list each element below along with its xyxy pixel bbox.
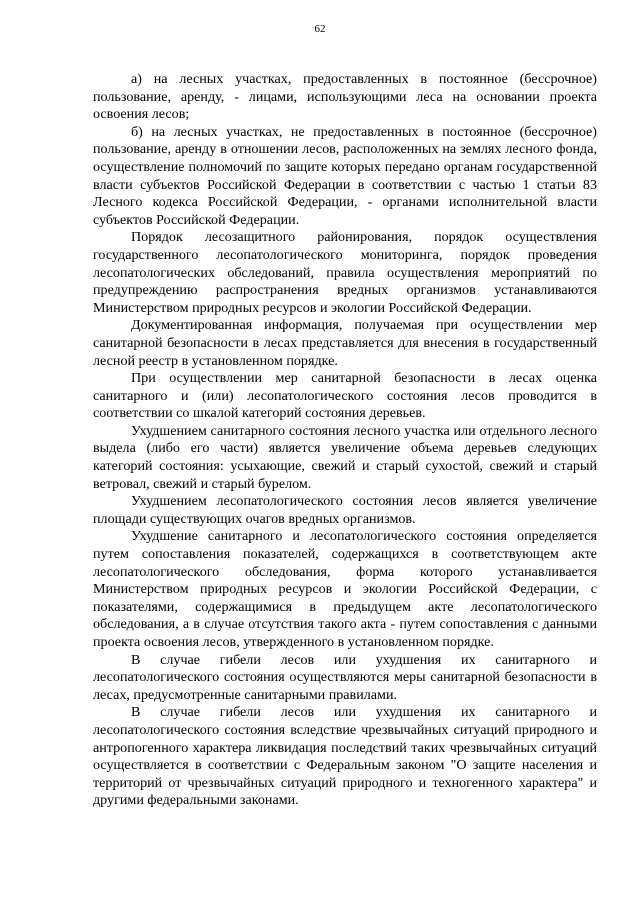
paragraph-emergency-situations: В случае гибели лесов или ухудшения их санитарного и лесопатологического состояния вследствие чрезвычайных ситуаций природного и антропогенного характера ликвидация последствий таких чрезвычайных ситуаций осуществляется в соответствии с Федеральным законом "О защите населения и территорий от чрезвычайных ситуаций природного и техногенного характера" и другими федеральными законами. — [93, 704, 597, 809]
paragraph-item-a: а) на лесных участках, предоставленных в постоянное (бессрочное) пользование, аренду, - лицами, использующими леса на основании проекта освоения лесов; — [93, 71, 597, 123]
paragraph-forest-death-measures: В случае гибели лесов или ухудшения их санитарного и лесопатологического состояния осуществляются меры санитарной безопасности в лесах, предусмотренные санитарными правилами. — [93, 651, 597, 703]
paragraph-documented-information: Документированная информация, получаемая при осуществлении мер санитарной безопасности в лесах представляется для внесения в государственный лесной реестр в установленном порядке. — [93, 317, 597, 369]
paragraph-pathology-deterioration: Ухудшением лесопатологического состояния лесов является увеличение площади существующих очагов вредных организмов. — [93, 493, 597, 527]
paragraph-sanitary-deterioration: Ухудшением санитарного состояния лесного участка или отдельного лесного выдела (либо его части) является увеличение объема деревьев следующих категорий состояния: усыхающие, свежий и старый сухостой, свежий и старый ветровал, свежий и старый бурелом. — [93, 422, 597, 492]
document-body — [93, 71, 597, 810]
paragraph-deterioration-determination: Ухудшение санитарного и лесопатологического состояния определяется путем сопоставления показателей, содержащихся в соответствующем акте лесопатологического обследования, форма которого устанавливается Министерством природных ресурсов и экологии Российской Федерации, с показателями, содержащимися в предыдущем акте лесопатологического обследования, а в случае отсутствия такого акта - путем сопоставления с данными проекта освоения лесов, утвержденного в установленном порядке. — [93, 528, 597, 650]
paragraph-assessment-scale: При осуществлении мер санитарной безопасности в лесах оценка санитарного и (или) лесопатологического состояния лесов проводится в соответствии со шкалой категорий состояния деревьев. — [93, 370, 597, 422]
page-number: 62 — [314, 23, 326, 35]
paragraph-zoning-procedure: Порядок лесозащитного районирования, порядок осуществления государственного лесопатологического мониторинга, порядок проведения лесопатологических обследований, правила осуществления мероприятий по предупреждению распространения вредных организмов устанавливаются Министерством природных ресурсов и экологии Российской Федерации. — [93, 229, 597, 316]
paragraph-item-b: б) на лесных участках, не предоставленных в постоянное (бессрочное) пользование, аренду в отношении лесов, расположенных на землях лесного фонда, осуществление полномочий по защите которых передано органам государственной власти субъектов Российской Федерации в соответствии с частью 1 статьи 83 Лесного кодекса Российской Федерации, - органами исполнительной власти субъектов Российской Федерации. — [93, 123, 597, 228]
